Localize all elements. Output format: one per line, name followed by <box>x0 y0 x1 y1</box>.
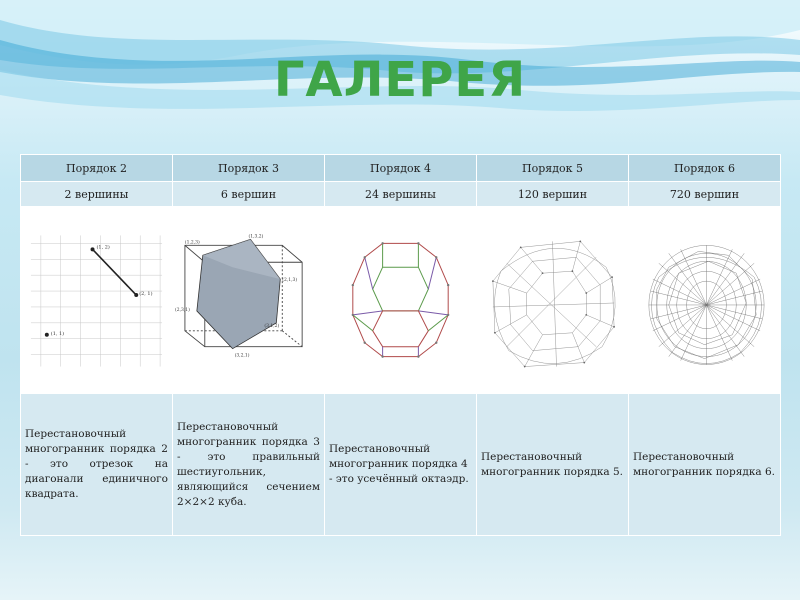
hex-label-5: (3,1,2) <box>264 323 280 329</box>
description-order-5: Перестановочный многогранник порядка 5. <box>477 394 629 536</box>
hex-label-4: (2,3,1) <box>174 307 190 313</box>
permutohedron-6-image <box>629 207 781 394</box>
image-row <box>21 207 781 394</box>
hex-label-3: (2,1,3) <box>282 278 298 284</box>
description-order-3: Перестановочный многогранник порядка 3 - это правильный шестиугольник, являющийся сечением 2×2×2 куба. <box>173 394 325 536</box>
page-title: ГАЛЕРЕЯ <box>273 52 527 108</box>
truncated-octahedron-diagram <box>325 207 476 393</box>
vertex-count-order-5: 120 вершин <box>477 182 629 207</box>
header-cell-order-5: Порядок 5 <box>477 155 629 182</box>
permutohedron-4-image <box>325 207 477 394</box>
gallery-table <box>20 154 781 536</box>
vertex-count-order-4: 24 вершины <box>325 182 477 207</box>
description-row <box>21 394 781 536</box>
description-order-6: Перестановочный многогранник порядка 6. <box>629 394 781 536</box>
vertex-count-order-2: 2 вершины <box>21 182 173 207</box>
header-cell-order-2: Порядок 2 <box>21 155 173 182</box>
header-cell-order-3: Порядок 3 <box>173 155 325 182</box>
description-order-4: Перестановочный многогранник порядка 4 - это усечённый октаэдр. <box>325 394 477 536</box>
permutohedron-6-wireframe <box>629 207 780 393</box>
point-label-1: (1, 2) <box>96 244 110 251</box>
segment-diagram <box>21 207 172 393</box>
header-cell-order-6: Порядок 6 <box>629 155 781 182</box>
vertex-count-order-3: 6 вершин <box>173 182 325 207</box>
permutohedron-5-image <box>477 207 629 394</box>
hex-label-1: (1,2,3) <box>184 240 200 246</box>
permutohedron-5-wireframe <box>477 207 628 393</box>
vertex-count-order-6: 720 вершин <box>629 182 781 207</box>
header-cell-order-4: Порядок 4 <box>325 155 477 182</box>
hexagon-cube-diagram <box>173 207 324 393</box>
point-label-2: (2, 1) <box>139 291 153 298</box>
permutohedron-2-image <box>21 207 173 394</box>
hex-label-6: (3,2,1) <box>234 353 250 359</box>
hex-label-2: (1,3,2) <box>248 234 264 240</box>
description-order-2: Перестановочный многогранник порядка 2 - это отрезок на диагонали единичного квадрата. <box>21 394 173 536</box>
vertex-count-row <box>21 182 781 207</box>
header-row <box>21 155 781 182</box>
permutohedron-3-image <box>173 207 325 394</box>
point-label-3: (1, 1) <box>50 330 65 337</box>
